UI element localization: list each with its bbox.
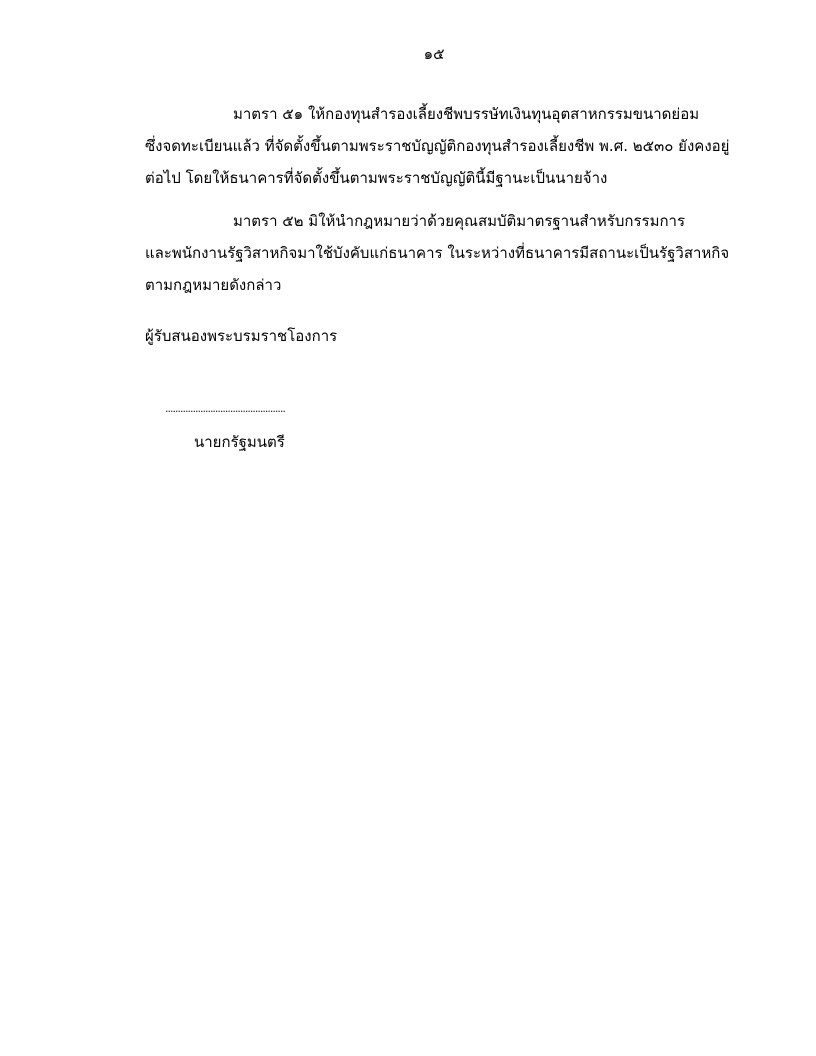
section-51-line-3: ต่อไป โดยให้ธนาคารที่จัดตั้งขึ้นตามพระราชบัญญัตินี้มีฐานะเป็นนายจ้าง	[145, 169, 608, 187]
section-51-line-1: มาตรา ๕๑ ให้กองทุนสำรองเลี้ยงชีพบรรษัทเงินทุนอุตสาหกรรมขนาดย่อม	[233, 105, 700, 123]
countersignature-text: ผู้รับสนองพระบรมราชโองการ	[145, 327, 338, 345]
section-52	[145, 205, 730, 301]
section-51	[145, 98, 730, 194]
signature-title: นายกรัฐมนตรี	[194, 433, 285, 451]
section-52-line-1: มาตรา ๕๒ มิให้นำกฎหมายว่าด้วยคุณสมบัติมาตรฐานสำหรับกรรมการ	[233, 212, 686, 230]
section-52-line-3: ตามกฎหมายดังกล่าว	[145, 276, 282, 294]
signature-dotted-line: ................................................	[165, 402, 285, 415]
page-number: ๑๕	[423, 45, 445, 63]
section-51-line-2: ซึ่งจดทะเบียนแล้ว ที่จัดตั้งขึ้นตามพระราชบัญญัติกองทุนสำรองเลี้ยงชีพ พ.ศ. ๒๕๓๐ ยังคงอยู่	[145, 137, 730, 155]
section-52-line-2: และพนักงานรัฐวิสาหกิจมาใช้บังคับแก่ธนาคาร ในระหว่างที่ธนาคารมีสถานะเป็นรัฐวิสาหกิจ	[145, 244, 730, 262]
